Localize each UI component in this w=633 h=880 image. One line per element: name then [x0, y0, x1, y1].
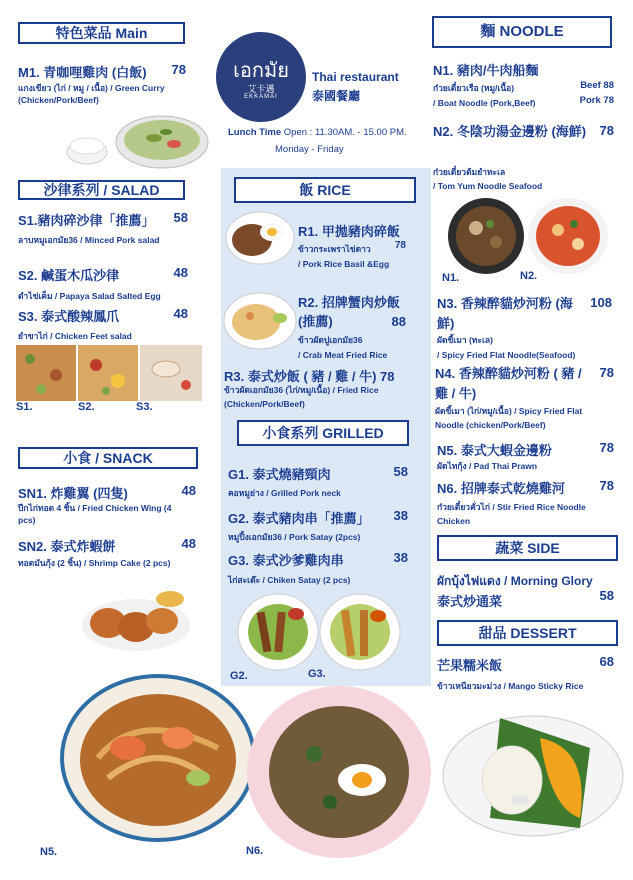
- r2-price: 88: [391, 314, 406, 329]
- noodle-header: 麵 NOODLE: [432, 16, 612, 48]
- g1-desc: คอหมูย่าง / Grilled Pork neck: [228, 488, 341, 498]
- snack-header: 小食 / SNACK: [18, 447, 198, 469]
- s3-price: 48: [173, 306, 188, 321]
- g3-price: 38: [393, 550, 408, 565]
- n4-price: 78: [599, 365, 614, 380]
- label-n5: N5.: [40, 846, 58, 858]
- r1-desc-th: ข้าวกระเพราไข่ดาว: [298, 244, 371, 254]
- n6-desc: ก๋วยเตี๋ยวคั่วไก่ / Stir Fried Rice Noodle Chicken: [437, 502, 586, 526]
- m1-title: M1. 青咖哩雞肉 (白飯): [18, 65, 147, 80]
- n3-desc-th: ผัดขี้เมา (ทะเล): [437, 335, 493, 345]
- s3-title: S3. 泰式酸辣鳳爪: [18, 309, 120, 324]
- s1-desc: ลาบหมูเอกมัย36 / Minced Pork salad: [18, 235, 160, 245]
- salad-photos: [16, 345, 202, 401]
- label-g2: G2.: [230, 670, 248, 682]
- g3-desc: ไก่สะเต๊ะ / Chiken Satay (2 pcs): [228, 575, 351, 585]
- s1-price: 58: [173, 210, 188, 225]
- restaurant-name-zh: 泰國餐廳: [312, 89, 361, 103]
- s2-desc: ตำไข่เค็ม / Papaya Salad Salted Egg: [18, 291, 161, 301]
- label-g3: G3.: [308, 668, 326, 680]
- r3-desc: ข้าวผัดเอกมัย36 (ไก่/หมู/เนื้อ) / Fried Rice (Chicken/Pork/Beef): [224, 385, 379, 409]
- restaurant-logo: [216, 32, 306, 122]
- g2-desc: หมูปิ้งเอกมัย36 / Pork Satay (2pcs): [228, 532, 361, 542]
- side-item-zh: 泰式炒通菜: [437, 594, 503, 609]
- side-price: 58: [599, 588, 614, 603]
- n1-title: N1. 豬肉/牛肉船麵: [433, 63, 539, 78]
- sn2-price: 48: [181, 536, 196, 551]
- logo-english-text: EKKAMAI: [244, 94, 278, 100]
- n6-price: 78: [599, 478, 614, 493]
- shrimp-cake-photo: [80, 585, 192, 653]
- n1-price-beef: Beef 88: [580, 80, 614, 91]
- r1-desc-en: / Pork Rice Basil &Egg: [298, 259, 390, 269]
- restaurant-name-en: Thai restaurant: [312, 70, 399, 84]
- m1-price: 78: [171, 62, 186, 77]
- n1-desc-en: / Boat Noodle (Pork,Beef): [433, 98, 536, 108]
- n5-desc: ผัดไทกุ้ง / Pad Thai Prawn: [437, 461, 538, 471]
- label-s3: S3.: [136, 401, 153, 413]
- n5-photo: [58, 668, 258, 844]
- dessert-title: 芒果糯米飯: [437, 658, 503, 673]
- n6-title: N6. 招牌泰式乾燒雞河: [437, 481, 565, 496]
- label-n1: N1.: [442, 272, 460, 284]
- n2-desc-th: ก๋วยเตี๋ยวต้มยำทะเล: [433, 167, 506, 177]
- n2-title: N2. 冬陰功湯金邊粉 (海鮮): [433, 124, 587, 139]
- sn1-title: SN1. 炸雞翼 (四隻): [18, 486, 128, 501]
- s3-desc: ยำขาไก่ / Chicken Feet salad: [18, 331, 132, 341]
- dessert-desc: ข้าวเหนียวมะม่วง / Mango Sticky Rice: [437, 681, 584, 691]
- noodle-photos: [446, 194, 610, 280]
- n4-title: N4. 香辣醉貓炒河粉 ( 豬 / 雞 / 牛): [435, 366, 582, 401]
- side-header: 蔬菜 SIDE: [437, 535, 618, 561]
- g2-title: G2. 泰式豬肉串「推薦」: [228, 511, 370, 526]
- r2-desc-th: ข้าวผัดปูเอกมัย36: [298, 335, 363, 345]
- logo-chinese-text: 艾卡邁: [247, 84, 275, 94]
- n4-desc: ผัดขี้เมา (ไก่/หมู/เนื้อ) / Spicy Fried Flat Noodle (chicken/Pork/Beef): [435, 406, 583, 430]
- grilled-photos: [236, 592, 404, 674]
- sn2-title: SN2. 泰式炸蝦餅: [18, 539, 116, 554]
- n3-title: N3. 香辣醉貓炒河粉 (海鮮): [437, 296, 573, 331]
- n1-price-pork: Pork 78: [579, 95, 614, 106]
- r2-desc-en: / Crab Meat Fried Rice: [298, 350, 388, 360]
- n3-price: 108: [590, 295, 612, 310]
- sn2-desc: ทอดมันกุ้ง (2 ชิ้น) / Shrimp Cake (2 pcs): [18, 558, 171, 568]
- hours-label: Lunch Time: [228, 127, 282, 138]
- side-item-th: ผักบุ้งไฟแดง / Morning Glory: [437, 574, 593, 588]
- g1-price: 58: [393, 464, 408, 479]
- opening-days: Monday - Friday: [275, 144, 344, 155]
- green-curry-photo: [62, 110, 212, 170]
- sn1-price: 48: [181, 483, 196, 498]
- g3-title: G3. 泰式沙爹雞肉串: [228, 553, 344, 568]
- sn1-desc: ปีกไก่ทอด 4 ชิ้น / Fried Chicken Wing (4 pcs): [18, 503, 172, 525]
- mango-sticky-rice-photo: [440, 708, 626, 838]
- dessert-price: 68: [599, 654, 614, 669]
- s1-title: S1.豬肉碎沙律「推薦」: [18, 213, 155, 228]
- rice-header: 飯 RICE: [234, 177, 416, 203]
- dessert-header: 甜品 DESSERT: [437, 620, 618, 646]
- n5-title: N5. 泰式大蝦金邊粉: [437, 443, 552, 458]
- logo-thai-text: เอกมัย: [233, 60, 289, 82]
- r1-title: R1. 甲拋豬肉碎飯: [298, 224, 400, 239]
- r1-price: 78: [394, 240, 406, 251]
- n3-desc-en: / Spicy Fried Flat Noodle(Seafood): [437, 350, 576, 360]
- opening-hours: [228, 127, 407, 138]
- r1-photo: [224, 210, 296, 266]
- n5-price: 78: [599, 440, 614, 455]
- n6-photo: [244, 684, 434, 860]
- s2-price: 48: [173, 265, 188, 280]
- hours-value: Open : 11.30AM. - 15.00 PM.: [283, 127, 407, 138]
- n2-desc-en: / Tom Yum Noodle Seafood: [433, 181, 543, 191]
- r2-photo: [222, 290, 298, 352]
- s2-title: S2. 鹹蛋木瓜沙律: [18, 268, 120, 283]
- m1-desc: แกงเขียว (ไก่ / หมู / เนื้อ) / Green Curry (Chicken/Pork/Beef): [18, 83, 165, 105]
- r2-title: R2. 招牌蟹肉炒飯 (推薦): [298, 295, 400, 329]
- label-s1: S1.: [16, 401, 33, 413]
- g2-price: 38: [393, 508, 408, 523]
- label-n2: N2.: [520, 270, 538, 282]
- n2-price: 78: [599, 123, 614, 138]
- g1-title: G1. 泰式燒豬頸肉: [228, 467, 331, 482]
- label-s2: S2.: [78, 401, 95, 413]
- grilled-header: 小食系列 GRILLED: [237, 420, 409, 446]
- n1-desc-th: ก๋วยเตี๋ยวเรือ (หมู/เนื้อ): [433, 83, 515, 93]
- salad-header: 沙律系列 / SALAD: [18, 180, 185, 200]
- label-n6: N6.: [246, 845, 264, 857]
- main-header: 特色菜品 Main: [18, 22, 185, 44]
- r3-title: R3. 泰式炒飯 ( 豬 / 雞 / 牛) 78: [224, 369, 395, 384]
